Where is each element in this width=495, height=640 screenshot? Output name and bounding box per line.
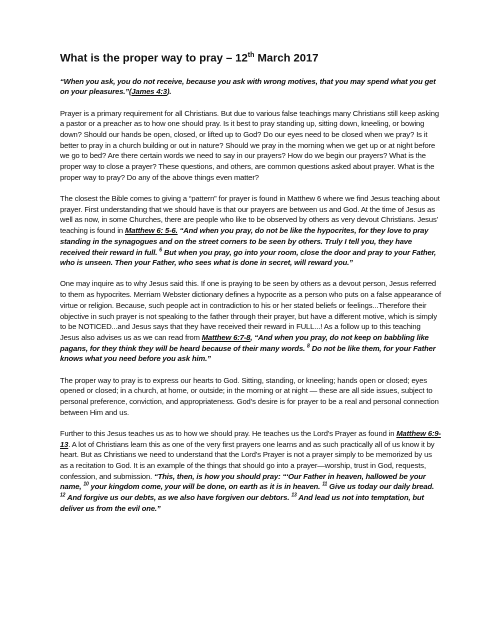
paragraph-5 [60, 429, 441, 515]
document-title [60, 52, 441, 65]
paragraph-3-text: One may inquire as to why Jesus said this. If one is praying to be seen by others as a devout person, Jesus referred to them as hypocrites. Merriam Webster dictionary defines a hypocrite as a person who puts on a false appearance of virtue or religion. Because, such people act in contradiction to his or her stated beliefs or feelings...Therefore their objective in such prayer is not speaking to the father through their prayer, but have a different motive, which is simply to be NOTICED...and Jesus says that they have received their reward in FULL...! As a follow up to this teaching Jesus also advises us as we can read from [60, 279, 442, 342]
scripture-quote: Give us today our daily bread. [327, 482, 434, 492]
scripture-quote: “This, then, is how you should pray: “‘Our Father in heaven, hallowed be your name, [60, 471, 426, 492]
paragraph-5-text: Further to this Jesus teaches us as to how we should pray. He teaches us the Lord’s Prayer as found in [60, 428, 397, 438]
paragraph-1: Prayer is a primary requirement for all Christians. But due to various false teachings many Christians still keep asking a pastor or a preacher as to how one should pray. Is it best to pray standing up, sitting down, kneeling, or bowing down? Should our hands be open, closed, or lifted up to God? Do our eyes need to be closed when we pray? Is it better to pray in a church building or out in nature? Should we pray in the morning when we get up or at night before we go to bed? Are there certain words we need to say in our prayers? How do we begin our prayers? What is the proper way to close a prayer? These questions, and others, are common questions asked about prayer. What is the proper way to pray? Do any of the above things even matter? [60, 108, 439, 182]
verse-number: 6 [159, 247, 162, 254]
scripture-quote: , “And when you pray, do not keep on babbling like pagans, for they think they will be heard because of their many words. [60, 333, 429, 353]
epigraph-close: ). [167, 87, 172, 97]
title-superscript: th [247, 52, 255, 59]
scripture-reference: Matthew 6:9-13 [60, 428, 441, 449]
scripture-quote: But when you pray, go into your room, close the door and pray to your Father, who is unseen. Then your Father, who sees what is done in secret, will reward you.” [60, 247, 437, 268]
paragraph-2 [60, 194, 441, 269]
scripture-reference: Matthew 6:7-8 [201, 333, 251, 342]
scripture-quote: Do not be like them, for your Father knows what you need before you ask him.” [60, 343, 436, 364]
verse-number: 8 [307, 343, 310, 350]
verse-number: 10 [83, 481, 89, 488]
scripture-reference: Matthew 6: 5-6. [125, 226, 178, 236]
scripture-quote: your kingdom come, your will be done, on earth as it is in heaven. [88, 482, 323, 492]
title-date: March 2017 [254, 52, 319, 65]
scripture-quote: And lead us not into temptation, but deliver us from the evil one.” [60, 493, 424, 513]
paragraph-5-text: . A lot of Christians learn this as one of the very first prayers one learns and as such practically all of us know it by heart. But as Christians we need to understand that the Lord’s Prayer is not a prayer simply to be memorized by us as a recitation to God. It is an example of the things that should go into a prayer—worship, trust in God, requests, confession, and submission. [60, 439, 435, 481]
epigraph-text: “When you ask, you do not receive, because you ask with wrong motives, that you may spend what you get on your pleasures.”( [60, 76, 436, 97]
scripture-quote: “And when you pray, do not be like the hypocrites, for they love to pray standing in the synagogues and on the street corners to be seen by others. Truly I tell you, they have received their reward in full. [60, 226, 429, 257]
verse-number: 11 [322, 481, 328, 488]
verse-number: 13 [291, 492, 297, 499]
paragraph-3 [60, 279, 441, 365]
title-text: What is the proper way to pray – 12 [60, 52, 248, 65]
paragraph-2-text: The closest the Bible comes to giving a “pattern” for prayer is found in Matthew 6 where we find Jesus teaching about prayer. First understanding that we should have is that our prayers are between us and God. At the time of Jesus as well as now, in some Churches, there are people who like to be observed by others as very devout Christians. Jesus’ teaching is found in [60, 194, 440, 236]
scripture-quote: And forgive us our debts, as we also have forgiven our debtors. [65, 493, 292, 503]
verse-number: 12 [60, 492, 66, 499]
epigraph-quote [60, 77, 441, 98]
paragraph-4: The proper way to pray is to express our hearts to God. Sitting, standing, or kneeling; hands open or closed; eyes opened or closed; in a church, at home, or outside; in the morning or at night — these are all side issues, subject to personal preference, conviction, and appropriateness. God’s desire is for prayer to be a real and personal connection between Him and us. [60, 375, 439, 417]
epigraph-reference: James 4:3 [131, 87, 168, 97]
